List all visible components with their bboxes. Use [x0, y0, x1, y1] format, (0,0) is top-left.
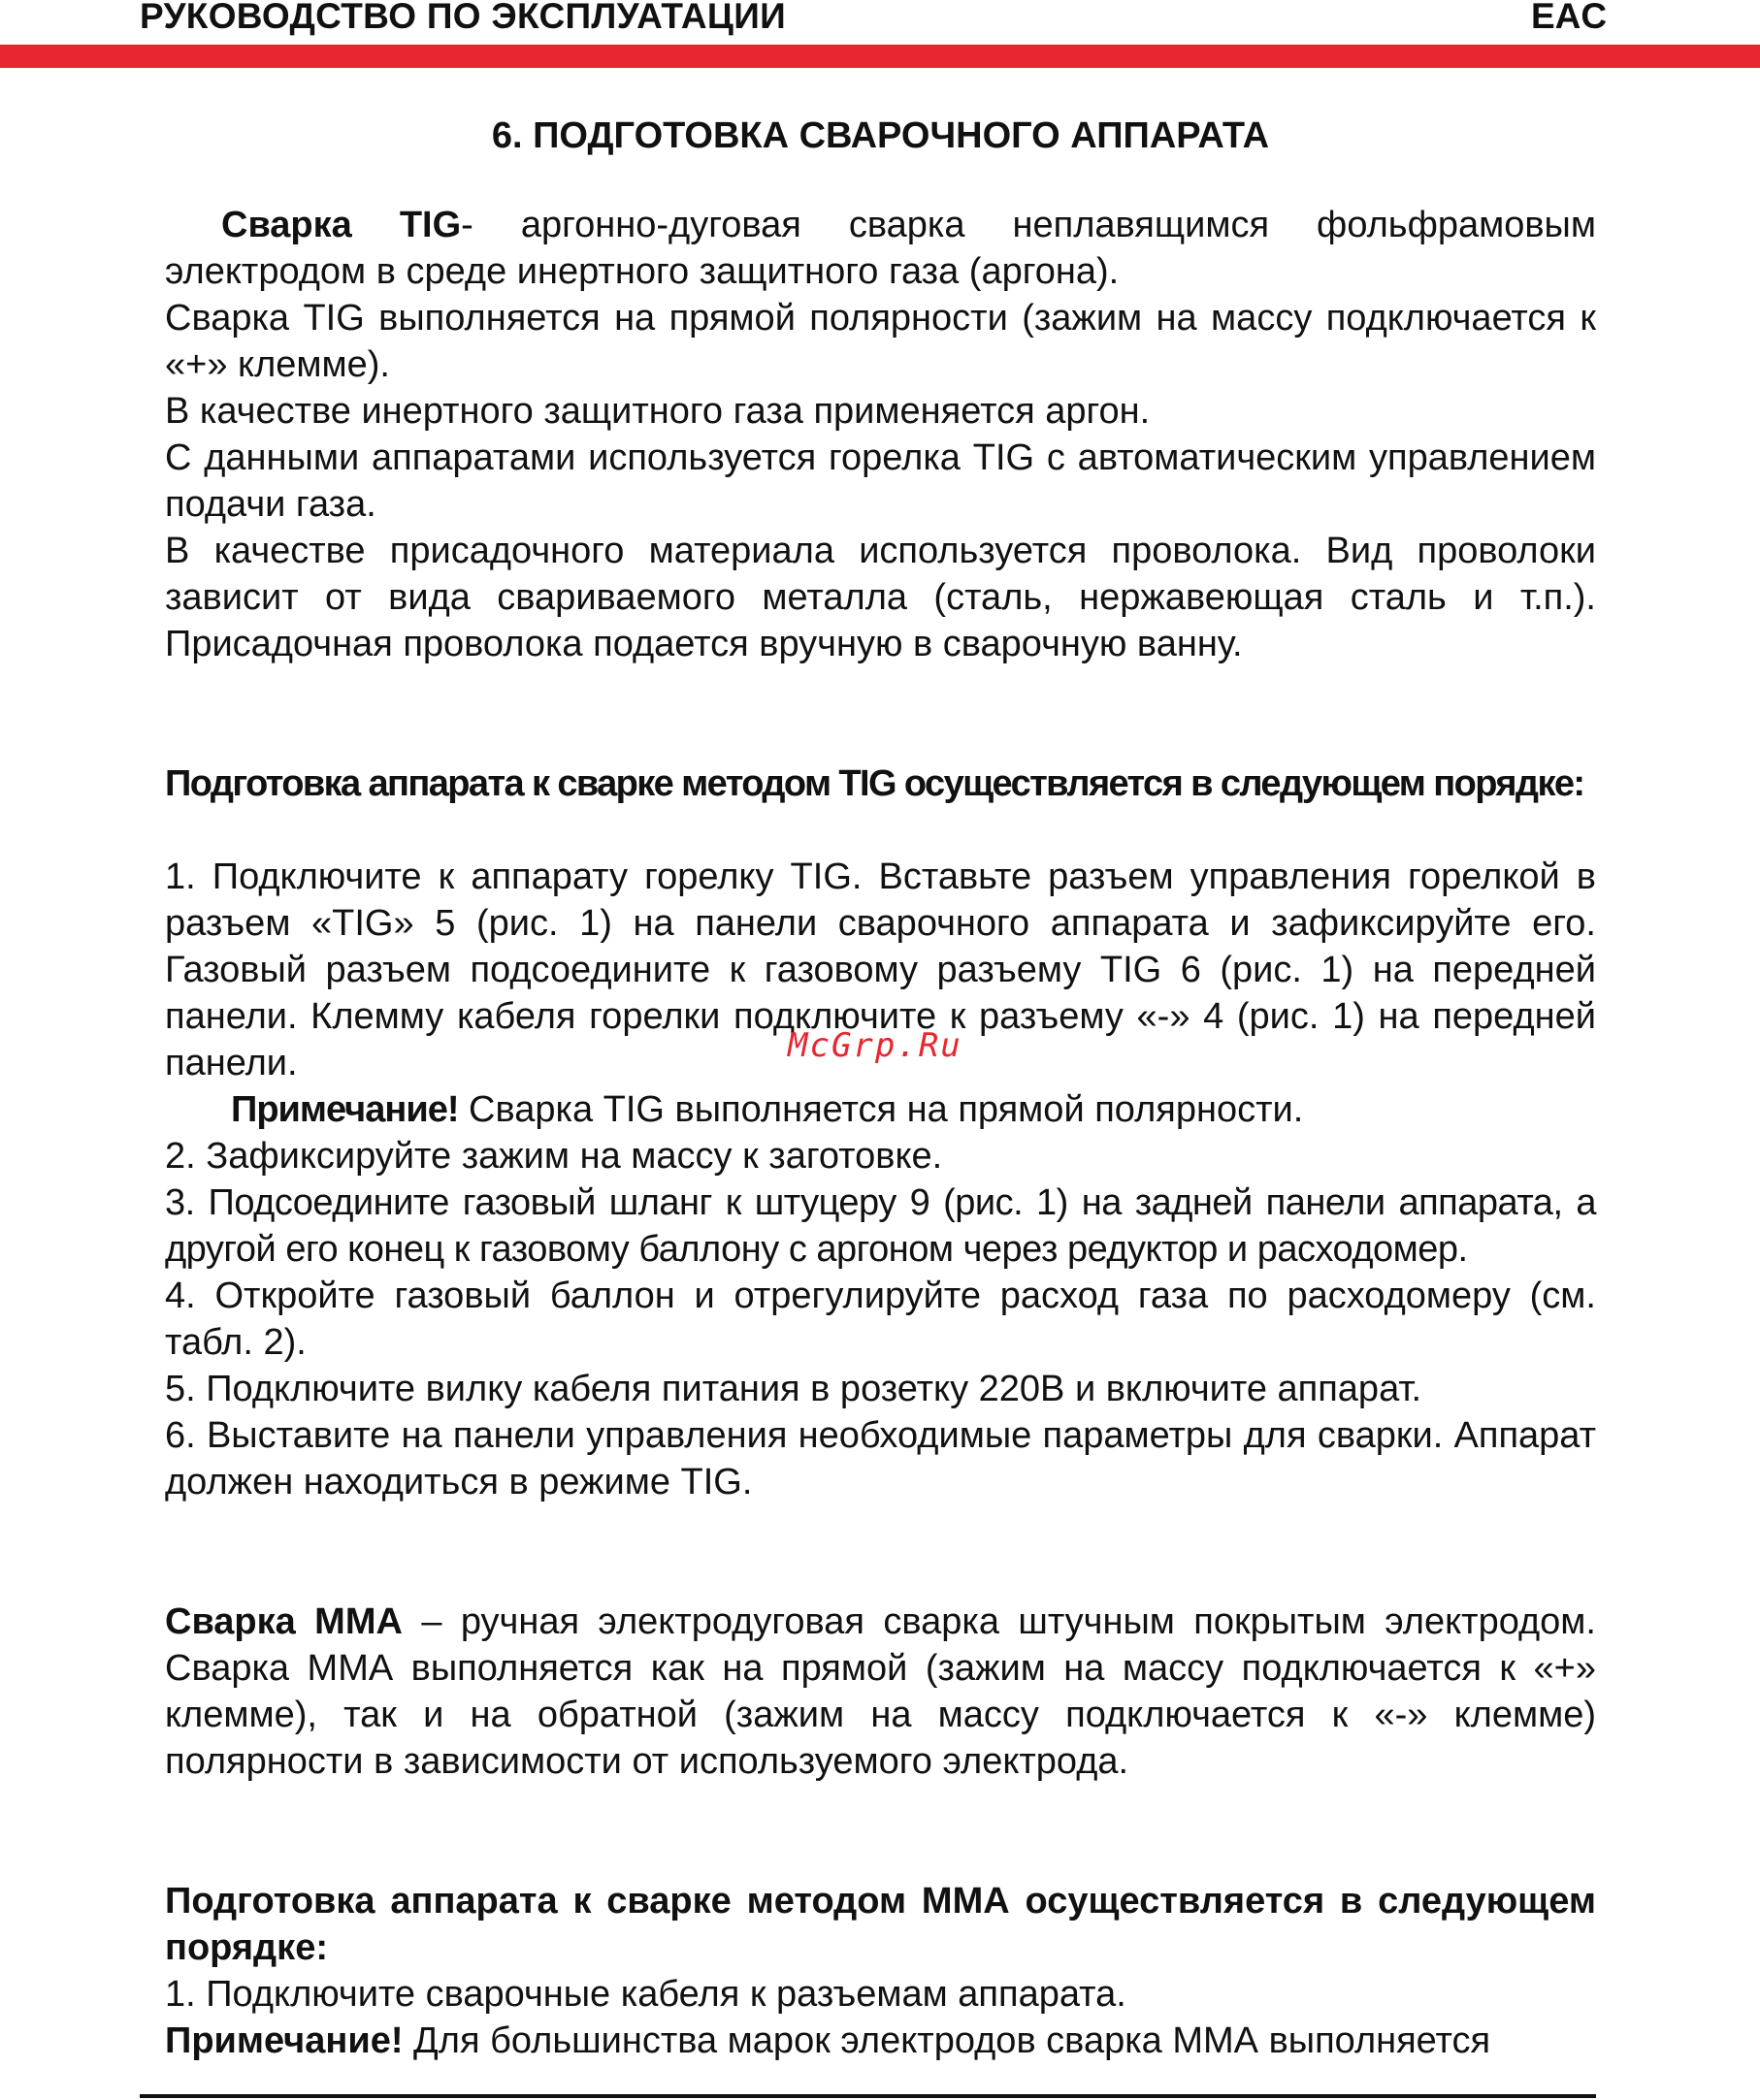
tig-line: В качестве инертного защитного газа применяется аргон.: [165, 391, 1151, 432]
mma-prep-heading: Подготовка аппарата к сварке методом ММА осуществляется в следующем порядке:: [165, 1881, 1596, 1968]
tig-note-label: Примечание!: [231, 1089, 459, 1130]
header-title: РУКОВОДСТВО ПО ЭКСПЛУАТАЦИИ: [140, 0, 787, 36]
tig-note: [165, 1086, 1596, 1133]
tig-term: Сварка TIG: [221, 205, 462, 245]
tig-note-text: Сварка TIG выполняется на прямой полярности.: [458, 1089, 1304, 1130]
tig-definition-text: - аргонно-дуговая сварка неплавящимся фольфрамовым электродом в среде инертного защитного газа (аргона).: [165, 205, 1596, 292]
tig-step: 4. Откройте газовый баллон и отрегулируйте расход газа по расходомеру (см. табл. 2).: [165, 1276, 1596, 1363]
eac-mark: EAC: [1531, 0, 1608, 36]
mma-step: 1. Подключите сварочные кабеля к разъемам аппарата.: [165, 1974, 1126, 2015]
page-header: [0, 0, 1760, 39]
tig-step: 1. Подключите к аппарату горелку TIG. Вставьте разъем управления горелкой в разъем «TIG» 5 (рис. 1) на панели сварочного аппарата и зафиксируйте его. Газовый разъем подсоедините к газовому разъему TIG 6 (рис. 1) на передней панели. Клемму кабеля горелки подключите к разъему «-» 4 (рис. 1) на передней панели.: [165, 856, 1596, 1083]
mma-definition: [165, 1599, 1596, 1785]
tig-step: 3. Подсоедините газовый шланг к штуцеру 9 (рис. 1) на задней панели аппарата, а другой его конец к газовому баллону с аргоном через редуктор и расходомер.: [165, 1182, 1596, 1270]
tig-line: В качестве присадочного материала используется проволока. Вид проволоки зависит от вида свариваемого металла (сталь, нержавеющая сталь и т.п.). Присадочная проволока подается вручную в сварочную ванну.: [165, 531, 1596, 664]
tig-definition: [165, 202, 1596, 295]
section-title: 6. ПОДГОТОВКА СВАРОЧНОГО АППАРАТА: [491, 115, 1270, 156]
tig-step: 6. Выставите на панели управления необходимые параметры для сварки. Аппарат должен находиться в режиме TIG.: [165, 1415, 1596, 1502]
mma-note-text: Для большинства марок электродов сварка ММА выполняется: [403, 2020, 1491, 2061]
mma-note: [165, 2018, 1596, 2064]
mma-note-label: Примечание!: [165, 2020, 404, 2061]
tig-step: 2. Зафиксируйте зажим на массу к заготовке.: [165, 1136, 943, 1177]
tig-prep-heading: Подготовка аппарата к сварке методом TIG осуществляется в следующем порядке:: [165, 763, 1584, 804]
tig-line: С данными аппаратами используется горелка TIG с автоматическим управлением подачи газа.: [165, 437, 1596, 525]
header-red-bar: [0, 45, 1760, 68]
mma-term: Сварка ММА: [165, 1601, 403, 1642]
tig-step: 5. Подключите вилку кабеля питания в розетку 220В и включите аппарат.: [165, 1369, 1422, 1409]
page-content: [165, 113, 1596, 2064]
watermark: McGrp.Ru: [788, 1026, 962, 1065]
footer-rule: [140, 2094, 1596, 2098]
mma-definition-text: – ручная электродуговая сварка штучным покрытым электродом. Сварка ММА выполняется как на прямой (зажим на массу подключается к «+» клемме), так и на обратной (зажим на массу подключается к «-» клемме) полярности в зависимости от используемого электрода.: [165, 1601, 1596, 1782]
tig-line: Сварка TIG выполняется на прямой полярности (зажим на массу подключается к «+» клемме).: [165, 298, 1596, 385]
